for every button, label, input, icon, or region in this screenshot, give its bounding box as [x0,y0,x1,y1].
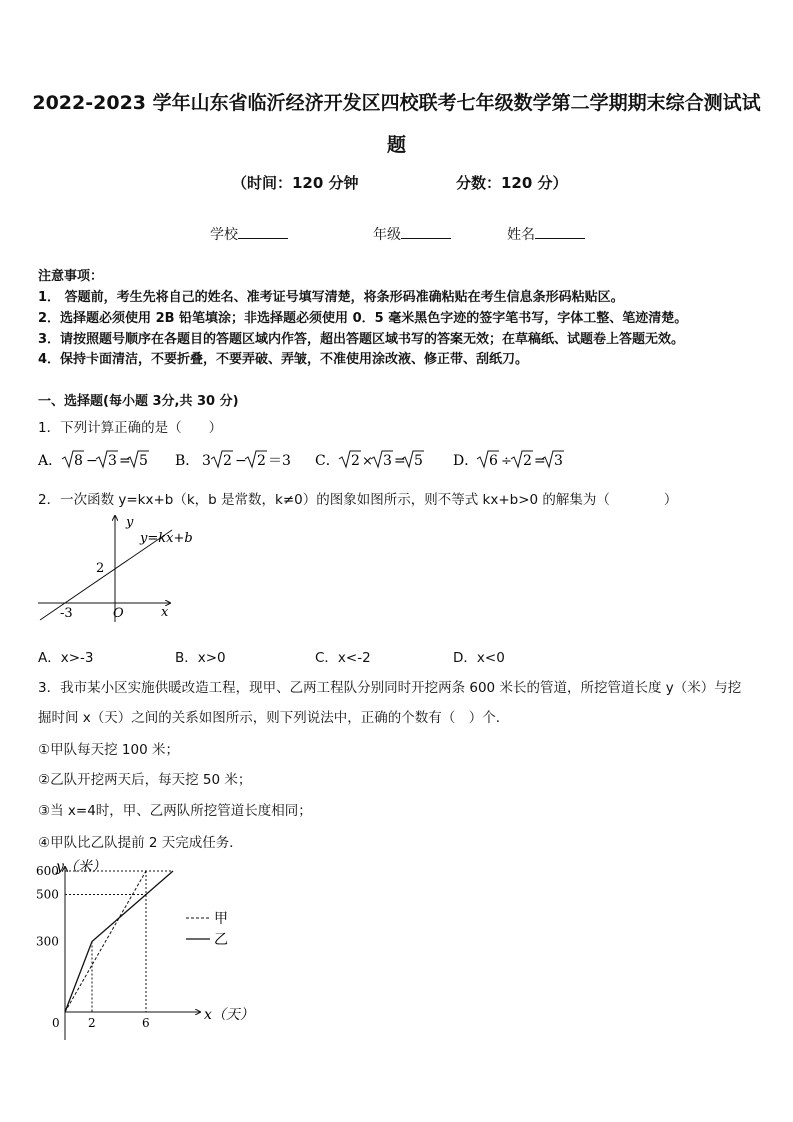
q2-stem: 2．一次函数 y=kx+b（k，b 是常数，k≠0）的图象如图所示，则不等式 kx+b>0 的解集为（ ） [38,492,678,508]
q2-option-c: C．x<-2 [315,650,371,666]
exam-time: （时间：120 分钟 [232,174,359,192]
q1-b-coefficient: 3 [202,453,211,469]
q1-a-equals: = [119,453,131,469]
q1-d-radicand-1: 6 [489,453,498,469]
x-axis-label: x（天） [204,1007,254,1023]
name-field [507,224,585,244]
q3-chart [30,855,270,1040]
q1-option-c-label: C． [315,453,340,469]
q1-c-radicand-2: 3 [383,453,392,469]
q1-a-radicand-2: 3 [108,453,117,469]
q3-statement: ③当 x=4时，甲、乙两队所挖管道长度相同； [38,803,312,819]
y-axis-label: y [126,515,134,530]
page-title-continued: 题 [386,134,406,156]
q1-stem: 1．下列计算正确的是（ ） [38,420,223,436]
q3-statement: ④甲队比乙队提前 2 天完成任务． [38,835,243,851]
x-tick-label: 6 [142,1016,150,1030]
guide-lines [65,871,173,1012]
name-blank [535,226,585,239]
q1-a-radicand-1: 8 [74,453,83,469]
q1-option-d-label: D． [453,453,479,469]
name-label: 姓名 [507,227,535,243]
series-yi-line [65,871,173,1012]
y-axis-label: y（米） [56,859,106,875]
origin-label: O [113,606,124,621]
q1-d-operator: ÷ [501,454,512,469]
school-label: 学校 [210,227,238,243]
q1-b-radicand-1: 2 [223,453,232,469]
q2-option-b: B．x>0 [175,650,226,666]
q1-d-radicand-3: 3 [554,453,563,469]
q1-c-operator: × [362,454,373,469]
series-jia-line [65,871,146,1012]
section-heading: 一、选择题(每小题 3分,共 30 分) [38,394,239,409]
q2-option-d: D．x<0 [453,650,505,666]
q1-c-radicand-1: 2 [351,453,360,469]
q1-option-a-label: A． [38,453,63,469]
exam-score: 分数：120 分） [456,174,568,192]
note-item: 2．选择题必须使用 2B 铅笔填涂；非选择题必须使用 0．5 毫米黑色字迹的签字笔书写，字体工整、笔迹清楚。 [38,311,688,326]
school-blank [238,226,288,239]
grade-field [373,224,451,244]
y-intercept-label: 2 [96,561,105,576]
school-field [210,224,288,244]
legend-jia-label: 甲 [214,911,228,927]
page-title: 2022-2023 学年山东省临沂经济开发区四校联考七年级数学第二学期期末综合测试试 [32,92,761,114]
y-tick-label: 600 [36,864,59,878]
grade-label: 年级 [373,227,401,243]
note-item: 3．请按照题号顺序在各题目的答题区域内作答，超出答题区域书写的答案无效；在草稿纸、试题卷上答题无效。 [38,332,685,347]
q1-b-result: ＝3 [268,453,291,469]
q1-options [30,446,630,474]
note-item: 4．保持卡面清洁，不要折叠，不要弄破、弄皱，不准使用涂改液、修正带、刮纸刀。 [38,352,529,367]
y-tick-label: 300 [36,934,59,949]
q1-b-operator: − [235,453,247,469]
line-label: y=kx+b [140,531,193,546]
grade-blank [401,226,451,239]
q2-option-a: A．x>-3 [38,650,94,666]
q3-stem-line-2: 掘时间 x（天）之间的关系如图所示，则下列说法中，正确的个数有（ ）个． [38,710,510,726]
q2-graph [30,510,200,625]
q1-option-b-label: B． [175,453,200,469]
origin-label: 0 [52,1016,60,1030]
x-tick-label: 2 [88,1016,96,1030]
q1-b-radicand-2: 2 [257,453,266,469]
y-tick-label: 500 [36,887,59,902]
q1-d-radicand-2: 2 [523,453,532,469]
x-axis-label: x [161,605,169,620]
x-intercept-label: -3 [60,606,73,621]
q1-d-equals: = [534,453,546,469]
q3-statement: ①甲队每天挖 100 米； [38,742,179,758]
legend-yi-label: 乙 [214,932,228,948]
q1-c-equals: = [394,453,406,469]
q1-a-operator: − [86,453,98,469]
notes-heading: 注意事项： [38,269,104,284]
q1-a-radicand-3: 5 [139,453,148,469]
note-item: 1． 答题前，考生先将自己的姓名、准考证号填写清楚，将条形码准确粘贴在考生信息条形码粘贴区。 [38,290,624,305]
q1-c-radicand-3: 5 [414,453,423,469]
q3-statement: ②乙队开挖两天后，每天挖 50 米； [38,772,252,788]
q3-stem-line-1: 3．我市某小区实施供暖改造工程，现甲、乙两工程队分别同时开挖两条 600 米长的管道，所挖管道长度 y（米）与挖 [38,680,742,696]
